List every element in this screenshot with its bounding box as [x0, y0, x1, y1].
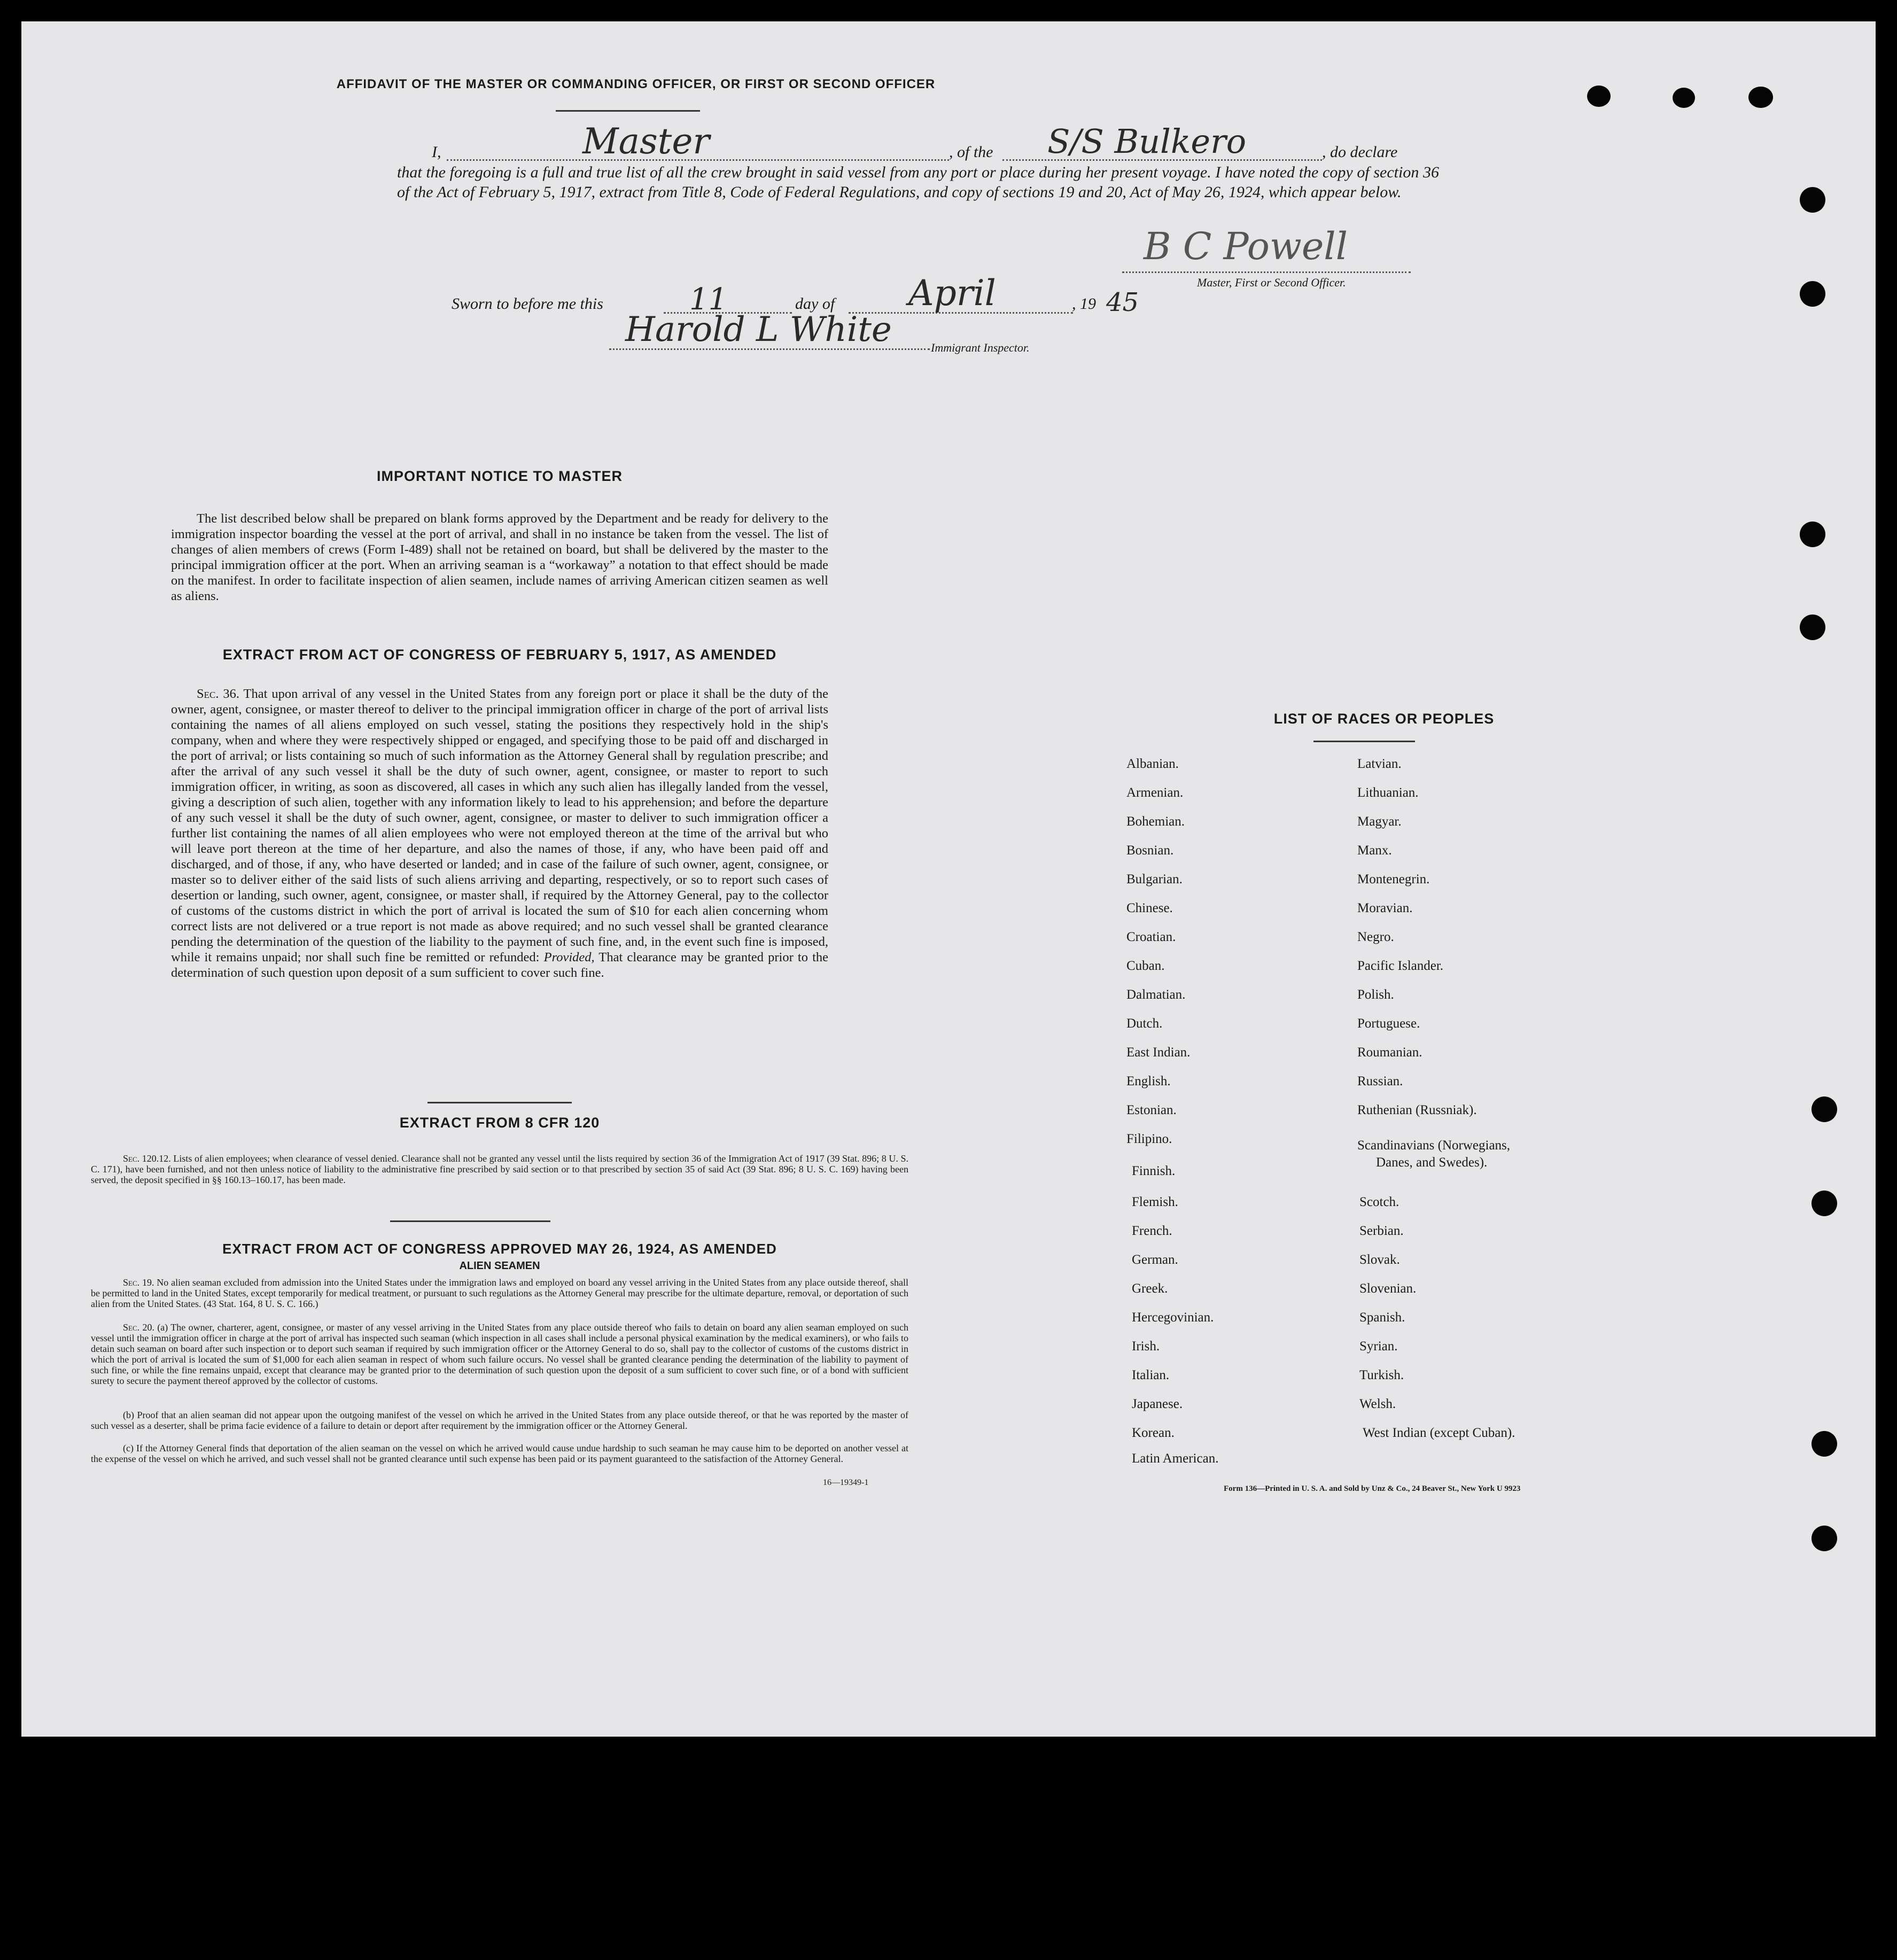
race-item: Estonian. — [1126, 1103, 1177, 1117]
sec20c-text: (c) If the Attorney General finds that deportation of the alien seaman on the vessel on which he arrived would cause undue hardship to such seaman he may cause him to be deported on another vessel at the expense of the vessel on which he arrived, and such vessel shall not be granted clearance until such expense has been paid or its payment guaranteed to the satisfaction of the Attorney General. — [91, 1443, 908, 1464]
race-item: Manx. — [1357, 843, 1392, 858]
race-item: Slovenian. — [1359, 1281, 1417, 1296]
declaration-text: that the foregoing is a full and true list of all the crew brought in said vessel from any port or place during her present voyage. I have noted the copy of section 36 of the Act of February 5, 1917, extract from Title 8, Code of Federal Regulations, and copy of sections 19 and 20, Act of May 26, 1924, which appear below. — [397, 164, 1439, 201]
punch-hole — [1812, 1526, 1837, 1551]
race-item: Syrian. — [1359, 1339, 1398, 1354]
declarant-handwritten: Master — [582, 121, 710, 162]
provided-word: Provided, — [543, 950, 595, 965]
race-item: Albanian. — [1126, 757, 1179, 771]
race-item: Hercegovinian. — [1132, 1310, 1214, 1325]
race-item: Spanish. — [1359, 1310, 1405, 1325]
race-item: Polish. — [1357, 987, 1394, 1002]
race-item: Bosnian. — [1126, 843, 1174, 858]
punch-hole — [1812, 1431, 1837, 1457]
race-item: Irish. — [1132, 1339, 1160, 1354]
race-item: Turkish. — [1359, 1368, 1404, 1382]
signature-line — [1122, 271, 1411, 273]
signature-caption: Master, First or Second Officer. — [1197, 276, 1346, 289]
race-item: Scandinavians (Norwegians, — [1357, 1138, 1511, 1153]
print-code: 16—19349-1 — [823, 1478, 869, 1487]
sec19-text — [91, 1277, 908, 1309]
notice-title: IMPORTANT NOTICE TO MASTER — [377, 468, 623, 484]
race-item: Slovak. — [1359, 1253, 1400, 1267]
race-item: East Indian. — [1126, 1045, 1191, 1060]
punch-hole — [1800, 281, 1825, 307]
section-label: Sec. 36. — [197, 687, 240, 701]
race-item: Magyar. — [1357, 814, 1402, 829]
document-page — [21, 21, 1876, 1737]
sworn-day: 11 — [689, 282, 728, 317]
sworn-month: April — [908, 273, 996, 314]
race-item: Latin American. — [1132, 1451, 1219, 1466]
race-item: Finnish. — [1132, 1164, 1176, 1178]
punch-hole — [1812, 1191, 1837, 1216]
race-item: German. — [1132, 1253, 1178, 1267]
race-item: Croatian. — [1126, 930, 1176, 944]
race-item: Scotch. — [1359, 1195, 1400, 1209]
punch-hole — [1673, 88, 1695, 108]
race-item: Welsh. — [1359, 1397, 1396, 1411]
master-signature: B C Powell — [1144, 224, 1348, 268]
race-item: West Indian (except Cuban). — [1363, 1426, 1515, 1440]
of-the-label: , of the — [949, 143, 993, 161]
race-item: Serbian. — [1359, 1224, 1404, 1238]
race-item: Moravian. — [1357, 901, 1413, 915]
section-text: Lists of alien employees; when clearance of vessel denied. Clearance shall not be granted any vessel until the lists required by section 36 of the Immigration Act of 1917 (39 Stat. 896; 8 U. S. C. 171), have been furnished, and not then unless notice of liability to the administrative fine prescribed by said section or to that prescribed by section 35 of said Act (39 Stat. 896; 8 U. S. C. 169) having been served, the deposit specified in §§ 160.13–160.17, has been made. — [91, 1153, 909, 1185]
inspector-caption: Immigrant Inspector. — [931, 341, 1030, 354]
race-item: Lithuanian. — [1357, 785, 1419, 800]
section-text: (a) The owner, charterer, agent, consignee, or master of any vessel arriving in the United States from any place outside thereof who fails to detain on board any alien seaman employed on such vessel until the immigration officer in charge at the port of arrival has inspected such seaman (which inspection in all cases shall include a personal physical examination by the medical examiners), or who fails to detain such seaman on board after such inspection or to deport such seaman if required by such immigration officer or the Attorney General to do so, shall pay to the collector of customs of the customs district in which the port of arrival is located the sum of $1,000 for each alien seaman in respect of whom such failure occurs. No vessel shall be granted clearance pending the determination of the liability to payment of such fine, or while the fine remains unpaid, except that clearance may be granted prior to the determination of such question upon the deposit of a sum sufficient to cover such fine, or of a bond with sufficient surety to secure the payment thereof approved by the collector of customs. — [91, 1322, 908, 1386]
do-declare-label: , do declare — [1322, 143, 1398, 161]
punch-hole — [1800, 615, 1825, 640]
race-item: Filipino. — [1126, 1132, 1172, 1146]
race-item: Cuban. — [1126, 959, 1165, 973]
sworn-year: 45 — [1106, 287, 1139, 317]
inspector-signature: Harold L White — [625, 310, 892, 349]
punch-hole — [1800, 522, 1825, 547]
race-item: Portuguese. — [1357, 1016, 1420, 1031]
race-item: Montenegrin. — [1357, 872, 1430, 886]
divider — [1313, 741, 1415, 742]
section-label: Sec. 120.12. — [123, 1153, 171, 1164]
punch-hole — [1812, 1096, 1837, 1122]
race-item: Flemish. — [1132, 1195, 1178, 1209]
extract-1924-subtitle: ALIEN SEAMEN — [459, 1260, 540, 1272]
affidavit-title: AFFIDAVIT OF THE MASTER OR COMMANDING OFFICER, OR FIRST OR SECOND OFFICER — [336, 77, 936, 91]
race-item: Bulgarian. — [1126, 872, 1183, 886]
race-item: Danes, and Swedes). — [1376, 1155, 1488, 1170]
races-title: LIST OF RACES OR PEOPLES — [1273, 711, 1495, 727]
extract-1917-text — [171, 686, 828, 981]
extract-cfr-title: EXTRACT FROM 8 CFR 120 — [399, 1115, 600, 1131]
race-item: Pacific Islander. — [1357, 959, 1444, 973]
extract-1917-title: EXTRACT FROM ACT OF CONGRESS OF FEBRUARY 5, 1917, AS AMENDED — [222, 647, 777, 663]
race-item: Italian. — [1132, 1368, 1170, 1382]
section-text-after: That clearance may be granted prior to the determination of such question upon deposit of a sum sufficient to cover such fine. — [171, 950, 829, 980]
divider — [427, 1102, 572, 1103]
punch-hole — [1800, 187, 1825, 213]
race-item: Dutch. — [1126, 1016, 1163, 1031]
notice-text: The list described below shall be prepared on blank forms approved by the Department and be ready for delivery to the immigration inspector boarding the vessel at the port of arrival, and shall in no instance be taken from the vessel. The list of changes of alien members of crews (Form I-489) shall not be retained on board, but shall be delivered by the master to the principal immigration officer at the port. When an arriving seaman is a “workaway” a notation to that effect should be made on the manifest. In order to facilitate inspection of alien seamen, include names of arriving American citizen seamen as well as aliens. — [171, 511, 828, 603]
race-item: Armenian. — [1126, 785, 1184, 800]
race-item: English. — [1126, 1074, 1171, 1088]
race-item: Ruthenian (Russniak). — [1357, 1103, 1477, 1117]
sworn-prefix: Sworn to before me this — [452, 295, 603, 313]
divider — [390, 1220, 550, 1222]
section-text: No alien seaman excluded from admission into the United States under the immigration laws and employed on board any vessel arriving in the United States from any place outside thereof, shall be permitted to land in the United States, except temporarily for medical treatment, or pursuant to such regulations as the Attorney General may prescribe for the ultimate departure, removal, or deportation of such alien from the United States. (43 Stat. 164, 8 U. S. C. 166.) — [91, 1277, 909, 1309]
race-item: Latvian. — [1357, 757, 1402, 771]
year-prefix: , 19 — [1072, 295, 1096, 313]
affidavit-intro: I, — [432, 143, 441, 161]
race-item: Bohemian. — [1126, 814, 1185, 829]
race-item: Chinese. — [1126, 901, 1173, 915]
sec20b-text: (b) Proof that an alien seaman did not appear upon the outgoing manifest of the vessel on which he arrived in the United States from any place outside thereof, or that he was reported by the master of such vessel as a deserter, shall be prima facie evidence of a failure to detain or deport after requirement by the immigration officer or the Attorney General. — [91, 1410, 908, 1431]
section-label: Sec. 20. — [123, 1322, 154, 1333]
punch-hole — [1748, 87, 1773, 108]
inspector-line — [609, 348, 930, 350]
race-item: Korean. — [1132, 1426, 1175, 1440]
divider — [556, 110, 700, 112]
extract-1924-title: EXTRACT FROM ACT OF CONGRESS APPROVED MAY 26, 1924, AS AMENDED — [222, 1241, 777, 1257]
race-item: French. — [1132, 1224, 1172, 1238]
race-item: Greek. — [1132, 1281, 1168, 1296]
race-item: Roumanian. — [1357, 1045, 1422, 1060]
extract-cfr-text — [91, 1153, 908, 1185]
form-footer: Form 136—Printed in U. S. A. and Sold by Unz & Co., 24 Beaver St., New York U 9923 — [1224, 1484, 1521, 1493]
race-item: Russian. — [1357, 1074, 1403, 1088]
punch-hole — [1587, 85, 1611, 107]
race-item: Dalmatian. — [1126, 987, 1186, 1002]
section-text: That upon arrival of any vessel in the United States from any foreign port or place it shall be the duty of the owner, agent, consignee, or master thereof to deliver to the principal immigration officer in charge of the port of arrival lists containing the names of all aliens employed on such vessel, stating the positions they respectively hold in the ship's company, when and where they were respectively shipped or engaged, and specifying those to be paid off and discharged in the port of arrival; or lists containing so much of such information as the Attorney General shall by regulation prescribe; and after the arrival of any such vessel it shall be the duty of such owner, agent, consignee, or master to report to such immigration officer, in writing, as soon as discovered, all cases in which any such alien has illegally landed from the vessel, giving a description of such alien, together with any information likely to lead to his apprehension; and before the departure of any such vessel it shall be the duty of such owner, agent, consignee, or master to deliver to such immigration officer a further list containing the names of all alien employees who were not employed thereon at the time of the arrival but who will leave port thereon at the time of her departure, and also the names of those, if any, who have been paid off and discharged, and of those, if any, who have deserted or landed; and in case of the failure of such owner, agent, consignee, or master so to deliver either of the said lists of such aliens arriving and departing, respectively, or so to report such cases of desertion or landing, such owner, agent, consignee, or master shall, if required by the Attorney General, pay to the collector of customs of the customs district in which the port of arrival is located the sum of $10 for each alien concerning whom correct lists are not delivered or a true report is not made as above required; and no such vessel shall be granted clearance pending the determination of the question of the liability to the payment of such fine, and, in the event such fine is imposed, while it remains unpaid; nor shall such fine be remitted or refunded: — [171, 687, 828, 965]
race-item: Japanese. — [1132, 1397, 1183, 1411]
day-of-label: day of — [795, 295, 835, 313]
race-item: Negro. — [1357, 930, 1394, 944]
sec20a-text — [91, 1322, 908, 1386]
vessel-handwritten: S/S Bulkero — [1047, 122, 1247, 161]
section-label: Sec. 19. — [123, 1277, 154, 1288]
